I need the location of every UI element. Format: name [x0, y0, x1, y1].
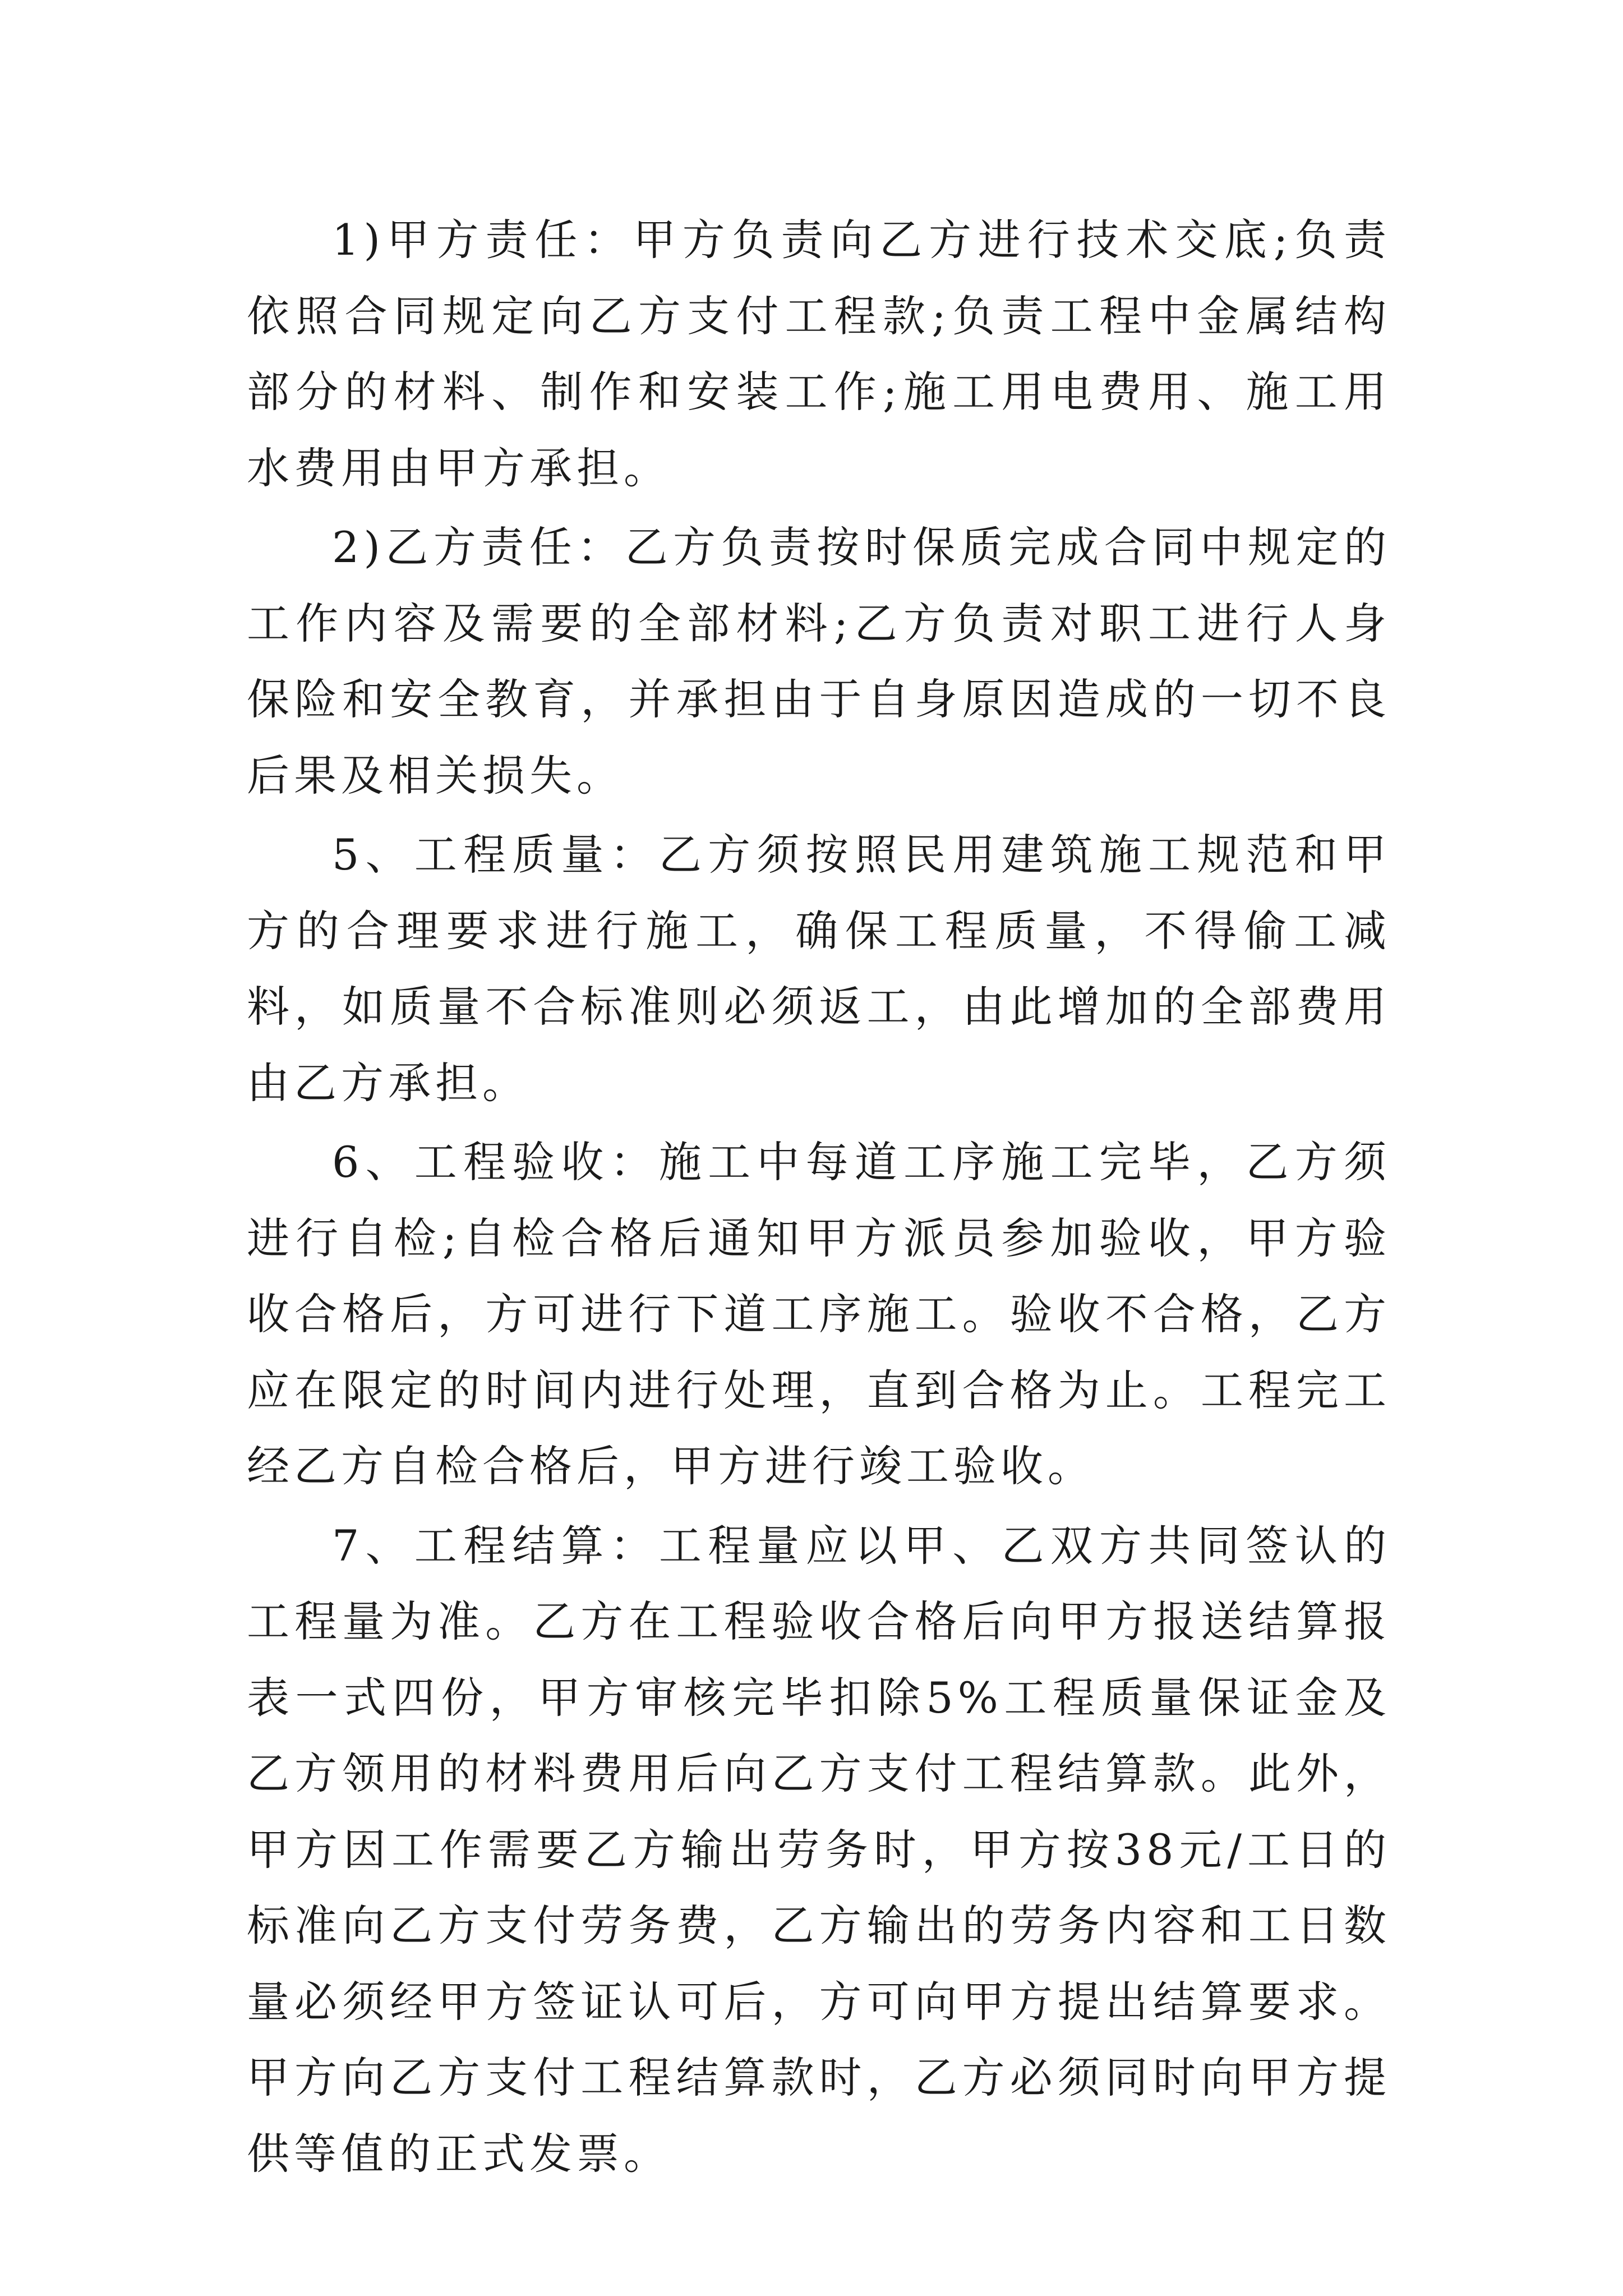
paragraph-project-acceptance: 6、工程验收：施工中每道工序施工完毕，乙方须进行自检;自检合格后通知甲方派员参加验收，甲方验收合格后，方可进行下道工序施工。验收不合格，乙方应在限定的时间内进行处理，直到合格为止。工程完工经乙方自检合格后，甲方进行竣工验收。: [247, 1137, 1391, 1491]
paragraph-project-settlement: 7、工程结算：工程量应以甲、乙双方共同签认的工程量为准。乙方在工程验收合格后向甲方报送结算报表一式四份，甲方审核完毕扣除5%工程质量保证金及乙方领用的材料费用后向乙方支付工程结算款。此外，甲方因工作需要乙方输出劳务时，甲方按38元/工日的标准向乙方支付劳务费，乙方输出的劳务内容和工日数量必须经甲方签证认可后，方可向甲方提出结算要求。甲方向乙方支付工程结算款时，乙方必须同时向甲方提供等值的正式发票。: [247, 1520, 1391, 2179]
paragraph-party-b-responsibility: 2)乙方责任：乙方负责按时保质完成合同中规定的工作内容及需要的全部材料;乙方负责对职工进行人身保险和安全教育，并承担由于自身原因造成的一切不良后果及相关损失。: [247, 522, 1391, 800]
document-body: [247, 202, 1391, 2195]
paragraph-party-a-responsibility: 1)甲方责任：甲方负责向乙方进行技术交底;负责依照合同规定向乙方支付工程款;负责工程中金属结构部分的材料、制作和安装工作;施工用电费用、施工用水费用由甲方承担。: [247, 215, 1391, 493]
paragraph-project-quality: 5、工程质量：乙方须按照民用建筑施工规范和甲方的合理要求进行施工，确保工程质量，不得偷工减料，如质量不合标准则必须返工，由此增加的全部费用由乙方承担。: [247, 830, 1391, 1108]
